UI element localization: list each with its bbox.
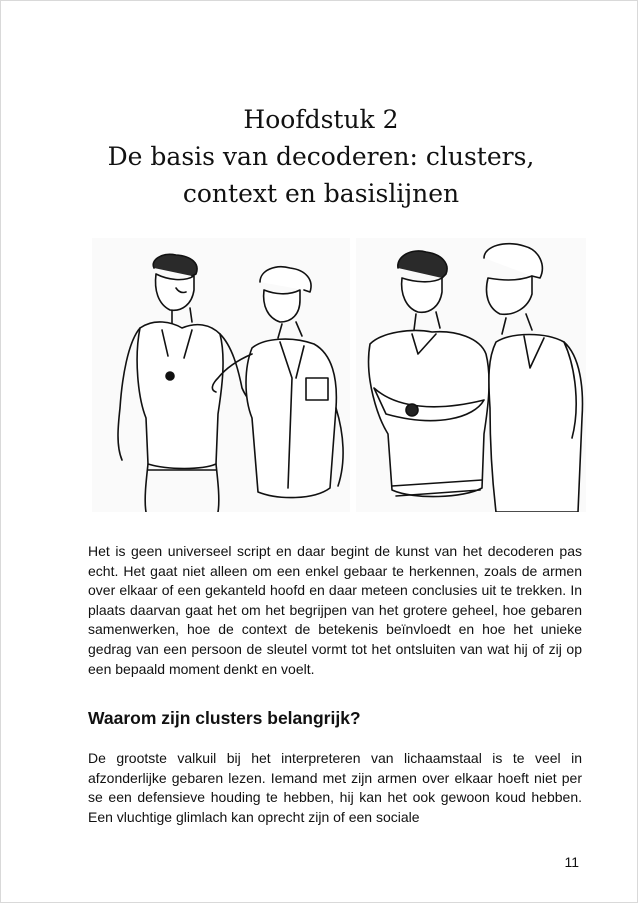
section-heading: Waarom zijn clusters belangrijk? (88, 708, 361, 728)
chapter-title-line: context en basislijnen (182, 179, 460, 208)
page-number: 11 (564, 854, 579, 870)
illustration-panel-right (356, 238, 586, 512)
chapter-illustration (92, 238, 586, 512)
illustration-panel-left (92, 238, 350, 512)
chapter-title (61, 101, 581, 212)
paragraph-clusters: De grootste valkuil bij het interpreteren van lichaamstaal is te veel in afzonderlijke gebaren lezen. Iemand met zijn armen over elkaar hoeft niet per se een defensieve houding te hebben, hij kan het ook gewoon koud hebben. Een vluchtige glimlach kan oprecht zijn of een sociale (88, 750, 582, 825)
paragraph-intro: Het is geen universeel script en daar begint de kunst van het decoderen pas echt. Het gaat niet alleen om een enkel gebaar te herkennen, zoals de armen over elkaar of een gekanteld hoofd en daar meteen conclusies uit te trekken. In plaats daarvan gaat het om het begrijpen van het grotere geheel, hoe gebaren samenwerken, hoe de context de betekenis beïnvloedt en hoe het unieke gedrag van een persoon de sleutel vormt tot het ontsluiten van wat hij of zij op een bepaald moment denkt en voelt. (88, 543, 582, 677)
chapter-title-line: Hoofdstuk 2 (243, 105, 399, 134)
chapter-title-line: De basis van decoderen: clusters, (107, 142, 535, 171)
